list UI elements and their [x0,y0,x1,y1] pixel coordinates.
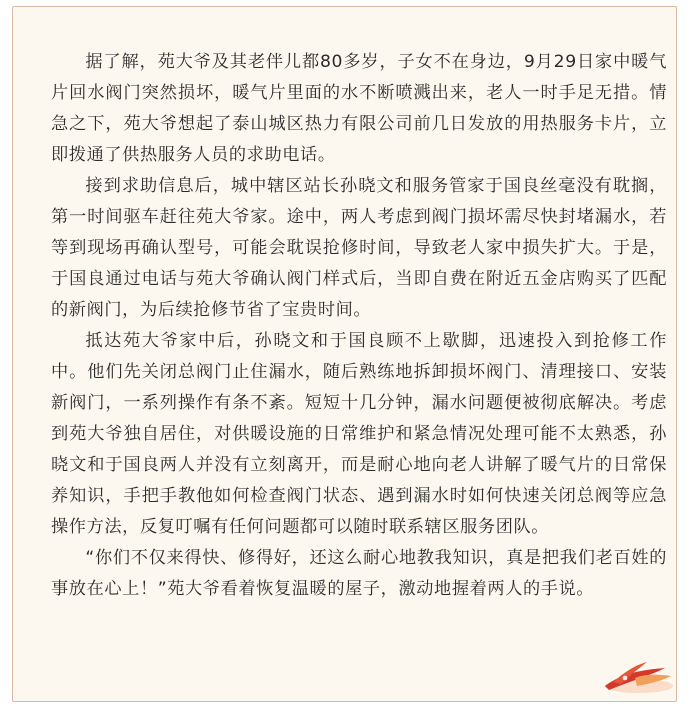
article-body [51,47,667,605]
red-ribbon-flame-logo-icon [599,656,677,696]
article-paragraph-4: “你们不仅来得快、修得好，还这么耐心地教我知识，真是把我们老百姓的事放在心上！”苑大爷看着恢复温暖的屋子，激动地握着两人的手说。 [51,548,667,599]
article-frame [12,6,677,702]
article-paragraph-3: 抵达苑大爷家中后，孙晓文和于国良顾不上歇脚，迅速投入到抢修工作中。他们先关闭总阀门止住漏水，随后熟练地拆卸损坏阀门、清理接口、安装新阀门，一系列操作有条不紊。短短十几分钟，漏水问题便被彻底解决。考虑到苑大爷独自居住，对供暖设施的日常维护和紧急情况处理可能不太熟悉，孙晓文和于国良两人并没有立刻离开，而是耐心地向老人讲解了暖气片的日常保养知识，手把手教他如何检查阀门状态、遇到漏水时如何快速关闭总阀等应急操作方法，反复叮嘱有任何问题都可以随时联系辖区服务团队。 [51,331,667,537]
article-paragraph-1: 据了解，苑大爷及其老伴儿都80多岁，子女不在身边，9月29日家中暖气片回水阀门突然损坏，暖气片里面的水不断喷溅出来，老人一时手足无措。情急之下，苑大爷想起了泰山城区热力有限公司前几日发放的用热服务卡片，立即拨通了供热服务人员的求助电话。 [51,52,667,165]
article-paragraph-2: 接到求助信息后，城中辖区站长孙晓文和服务管家于国良丝毫没有耽搁，第一时间驱车赶往苑大爷家。途中，两人考虑到阀门损坏需尽快封堵漏水，若等到现场再确认型号，可能会耽误抢修时间，导致老人家中损失扩大。于是，于国良通过电话与苑大爷确认阀门样式后，当即自费在附近五金店购买了匹配的新阀门，为后续抢修节省了宝贵时间。 [51,176,667,320]
